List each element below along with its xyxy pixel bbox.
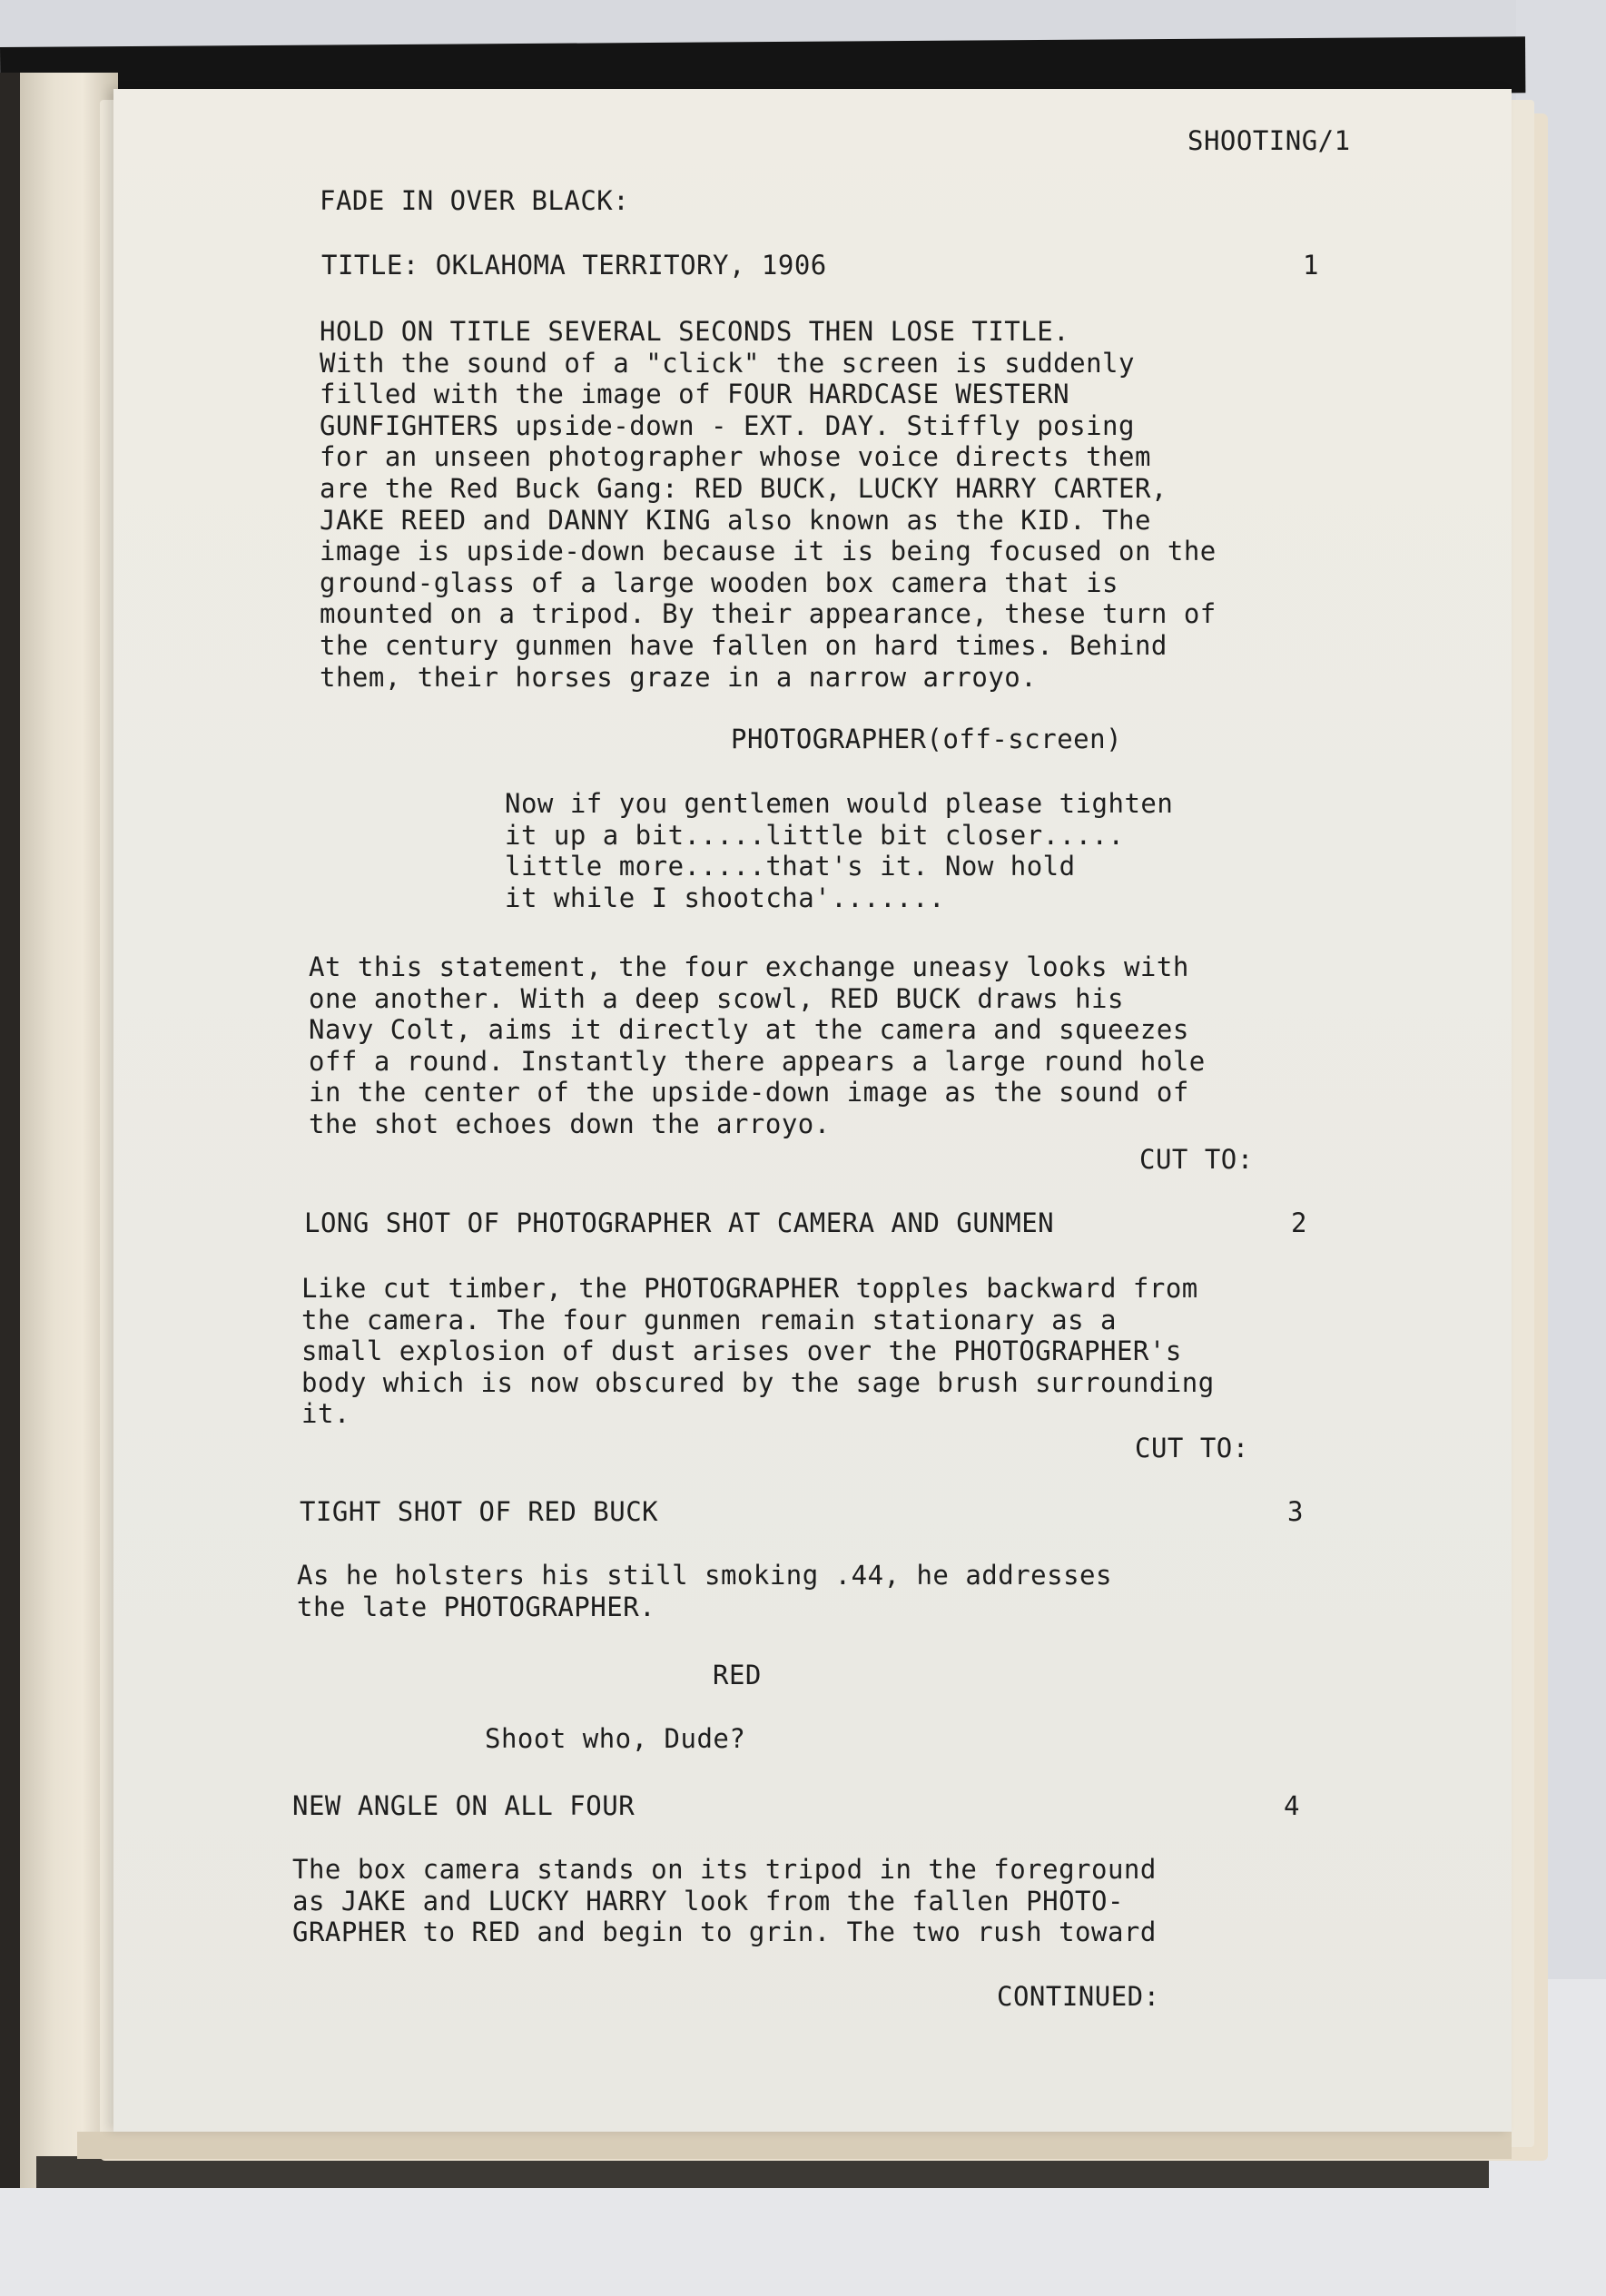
- scene-3-character: RED: [713, 1660, 762, 1690]
- page-header: SHOOTING/1: [1187, 125, 1351, 156]
- page-stack-bottom-edge: [77, 2132, 1512, 2159]
- slug-line: FADE IN OVER BLACK:: [320, 185, 630, 216]
- scene-3-number: 3: [1287, 1496, 1304, 1527]
- scene-3-dialogue: Shoot who, Dude?: [485, 1723, 746, 1754]
- scene-4-heading: NEW ANGLE ON ALL FOUR: [292, 1790, 636, 1821]
- binder-spine: [0, 73, 20, 2188]
- scene-1-heading: TITLE: OKLAHOMA TERRITORY, 1906: [321, 250, 827, 281]
- continued-footer: CONTINUED:: [997, 1981, 1160, 2012]
- binder-bottom-shadow: [36, 2156, 1489, 2188]
- scene-1-action-2: At this statement, the four exchange uneasy looks with one another. With a deep scowl, RED BUCK draws his Navy Colt, aims it directly at the camera and squeezes off a round. Instantly there appears a large round hole in the center of the upside-down image as the sound of the shot echoes down the arroyo.: [309, 951, 1206, 1139]
- scene-1-character: PHOTOGRAPHER(off-screen): [731, 724, 1123, 754]
- scene-3-heading: TIGHT SHOT OF RED BUCK: [300, 1496, 659, 1527]
- scene-1-action: HOLD ON TITLE SEVERAL SECONDS THEN LOSE TITLE. With the sound of a "click" the screen is suddenly filled with the image of FOUR HARDCASE WESTERN GUNFIGHTERS upside-down - EXT. DAY. Stiffly posing for an unseen photographer whose voice directs them are the Red Buck Gang: RED BUCK, LUCKY HARRY CARTER, JAKE REED and DANNY KING also known as the KID. The image is upside-down because it is being focused on the ground-glass of a large wooden box camera that is mounted on a tripod. By their appearance, these turn of the century gunmen have fallen on hard times. Behind them, their horses graze in a narrow arroyo.: [320, 316, 1217, 693]
- scene-2-transition: CUT TO:: [1135, 1433, 1249, 1463]
- scene-3-action: As he holsters his still smoking .44, he addresses the late PHOTOGRAPHER.: [297, 1560, 1112, 1622]
- scene-2-number: 2: [1291, 1207, 1307, 1238]
- scene-1-dialogue: Now if you gentlemen would please tighten it up a bit.....little bit closer..... little more.....that's it. Now hold it while I shootcha'.......: [505, 788, 1174, 913]
- scene-1-number: 1: [1303, 250, 1319, 281]
- scene-2-heading: LONG SHOT OF PHOTOGRAPHER AT CAMERA AND GUNMEN: [304, 1207, 1055, 1238]
- scene-1-transition: CUT TO:: [1139, 1144, 1254, 1175]
- scene-4-action: The box camera stands on its tripod in the foreground as JAKE and LUCKY HARRY look from the fallen PHOTO- GRAPHER to RED and begin to grin. The two rush toward: [292, 1854, 1157, 1948]
- scene-2-action: Like cut timber, the PHOTOGRAPHER topples backward from the camera. The four gunmen remain stationary as a small explosion of dust arises over the PHOTOGRAPHER's body which is now obscured by the sage brush surrounding it.: [301, 1273, 1215, 1430]
- scene-4-number: 4: [1284, 1790, 1300, 1821]
